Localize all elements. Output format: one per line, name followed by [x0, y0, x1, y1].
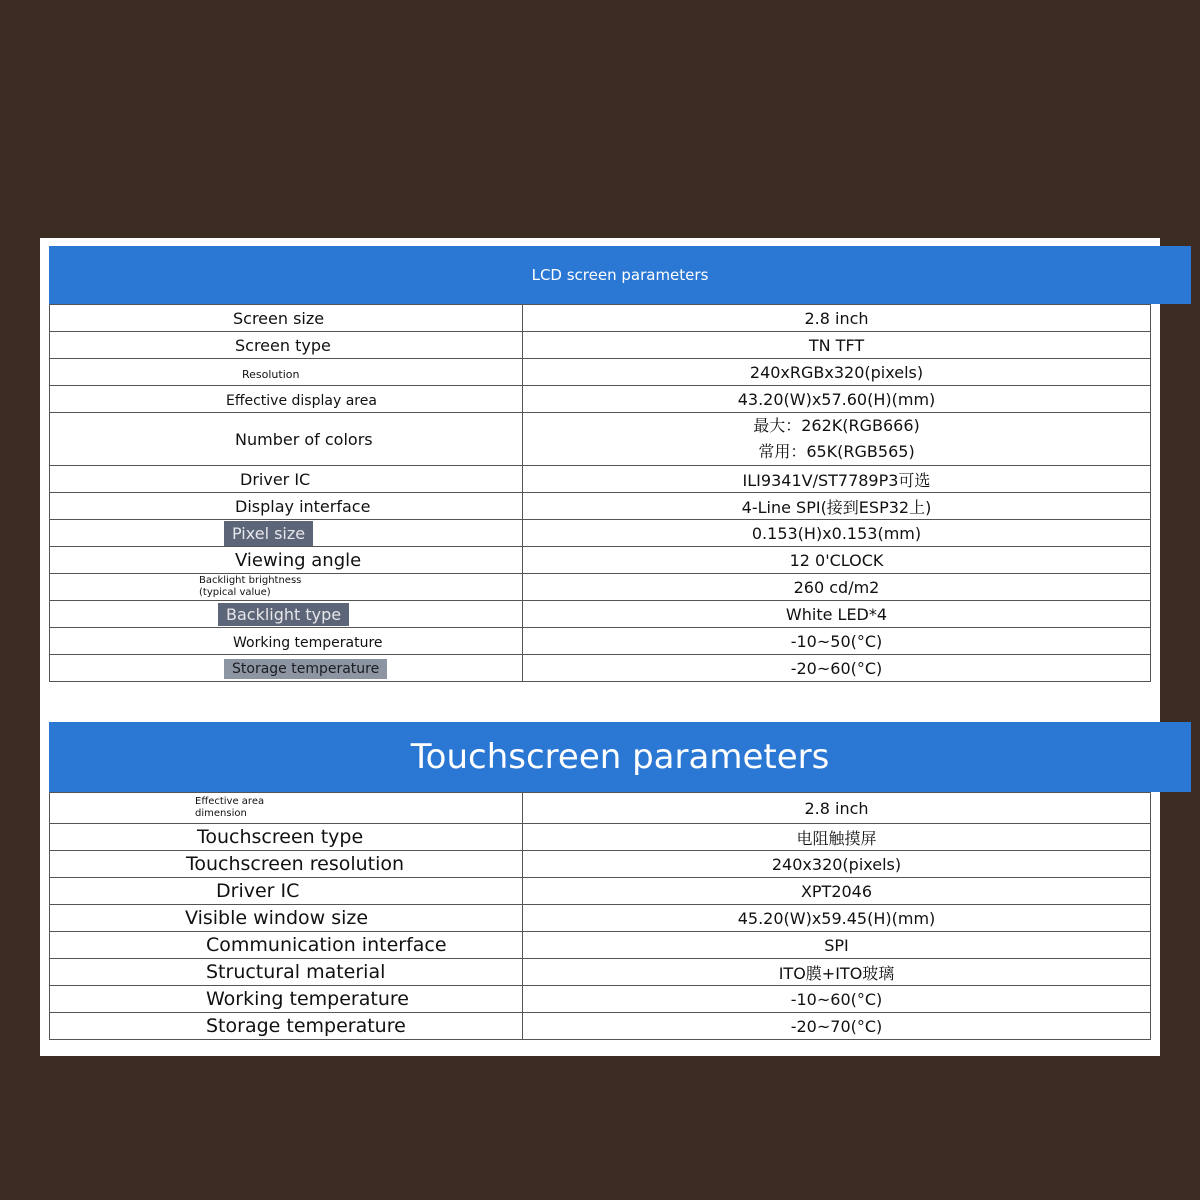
row-label: Storage temperature [206, 1015, 406, 1037]
row-label: Screen size [233, 308, 325, 328]
row-label: Storage temperature [224, 659, 387, 679]
table-row [50, 574, 1151, 601]
table-row [50, 986, 1151, 1013]
row-label: Structural material [206, 961, 386, 983]
table-row [50, 332, 1151, 359]
row-value: 260 cd/m2 [523, 574, 1151, 601]
table-row [50, 547, 1151, 574]
row-label: Pixel size [224, 521, 313, 546]
row-value: 12 0'CLOCK [523, 547, 1151, 574]
lcd-section-title: LCD screen parameters [49, 246, 1191, 304]
table-row [50, 413, 1151, 466]
row-value: 4-Line SPI(接到ESP32上) [523, 493, 1151, 520]
row-label: Touchscreen resolution [186, 853, 405, 875]
row-label: Touchscreen type [197, 826, 364, 848]
touchscreen-parameters-table [49, 792, 1151, 1040]
table-row [50, 905, 1151, 932]
table-row [50, 359, 1151, 386]
row-value: TN TFT [523, 332, 1151, 359]
row-label: Communication interface [206, 934, 447, 956]
table-row [50, 601, 1151, 628]
table-row [50, 466, 1151, 493]
row-label: Effective display area [226, 392, 377, 409]
row-value: -20~70(°C) [523, 1013, 1151, 1040]
row-value: -20~60(°C) [523, 655, 1151, 682]
table-row [50, 493, 1151, 520]
lcd-parameters-section [49, 246, 1191, 682]
row-value: 最大：262K(RGB666) [753, 416, 920, 435]
table-row [50, 628, 1151, 655]
row-value: ILI9341V/ST7789P3可选 [523, 466, 1151, 493]
row-label: Effective area dimension [195, 796, 265, 819]
row-label: Working temperature [233, 634, 383, 651]
spec-sheet [40, 238, 1160, 1056]
row-value: 0.153(H)x0.153(mm) [523, 520, 1151, 547]
table-row [50, 655, 1151, 682]
row-value: 240xRGBx320(pixels) [523, 359, 1151, 386]
lcd-parameters-table [49, 304, 1151, 682]
row-label: Driver IC [216, 880, 300, 902]
row-label: Display interface [235, 496, 371, 516]
row-value-secondary: 常用：65K(RGB565) [758, 442, 915, 461]
table-row [50, 386, 1151, 413]
row-value: White LED*4 [523, 601, 1151, 628]
row-value: SPI [523, 932, 1151, 959]
table-row [50, 878, 1151, 905]
row-value: -10~60(°C) [523, 986, 1151, 1013]
table-row [50, 793, 1151, 824]
row-label: Driver IC [240, 469, 311, 489]
row-label: Backlight brightness (typical value) [199, 575, 302, 598]
touch-section-title: Touchscreen parameters [49, 722, 1191, 792]
row-label: Number of colors [235, 429, 373, 449]
table-row [50, 851, 1151, 878]
table-row [50, 520, 1151, 547]
row-label: Screen type [235, 335, 331, 355]
row-value: 电阻触摸屏 [523, 824, 1151, 851]
row-label: Working temperature [206, 988, 409, 1010]
table-row [50, 305, 1151, 332]
row-value: 240x320(pixels) [523, 851, 1151, 878]
row-label: Visible window size [185, 907, 369, 929]
row-value: 43.20(W)x57.60(H)(mm) [523, 386, 1151, 413]
row-value: ITO膜+ITO玻璃 [523, 959, 1151, 986]
table-row [50, 959, 1151, 986]
row-label: Backlight type [218, 603, 349, 626]
table-row [50, 932, 1151, 959]
table-row [50, 1013, 1151, 1040]
touchscreen-parameters-section [49, 722, 1191, 1040]
row-label: Viewing angle [235, 549, 362, 571]
row-value: XPT2046 [523, 878, 1151, 905]
row-value: 45.20(W)x59.45(H)(mm) [523, 905, 1151, 932]
row-value: 2.8 inch [523, 305, 1151, 332]
row-value: 2.8 inch [523, 793, 1151, 824]
row-label: Resolution [242, 367, 300, 381]
row-value: -10~50(°C) [523, 628, 1151, 655]
table-row [50, 824, 1151, 851]
